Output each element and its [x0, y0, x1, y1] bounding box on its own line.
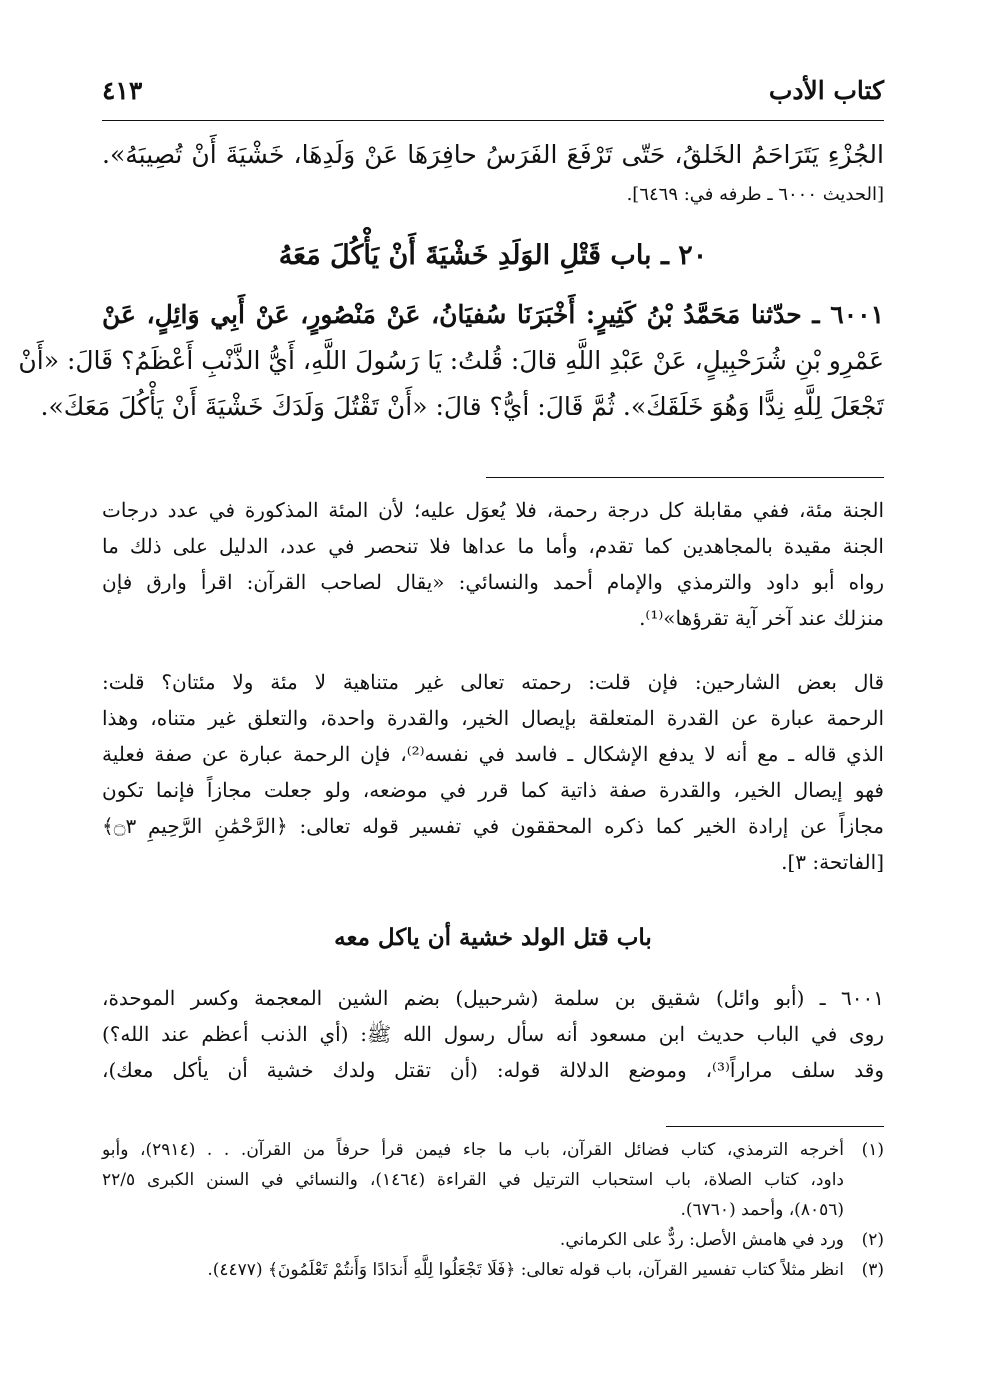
commentary-line: الذي قاله ـ مع أنه لا يدفع الإشكال ـ فاسد في نفسه⁽²⁾، فإن الرحمة عبارة عن صفة فعلية: [102, 742, 884, 766]
separator-line: [486, 477, 884, 478]
footnote-line: داود، كتاب الصلاة، باب استحباب الترتيل في القراءة (١٤٦٤)، والنسائي في السنن الكبرى ٢٢/٥: [102, 1170, 844, 1190]
page-number: ٤١٣: [102, 76, 143, 105]
footnote-line: أخرجه الترمذي، كتاب فضائل القرآن، باب ما جاء فيمن قرأ حرفاً من القرآن. . . (٢٩١٤)، وأبو: [102, 1140, 844, 1160]
commentary-line: الجنة مقيدة بالمجاهدين كما تقدم، وأما ما عداها فلا تنحصر في عدد، الدليل على ذلك ما: [102, 534, 884, 558]
commentary-line: منزلك عند آخر آية تقرؤها»⁽¹⁾.: [639, 606, 884, 630]
commentary-line: ٦٠٠١ ـ (أبو وائل) شقيق بن سلمة (شرحبيل) بضم الشين المعجمة وكسر الموحدة،: [102, 986, 884, 1010]
book-title: كتاب الأدب: [768, 76, 884, 105]
footnote-line: ورد في هامش الأصل: ردٌّ على الكرماني.: [559, 1230, 844, 1250]
commentary-block: [102, 980, 884, 1088]
footnote: [102, 1225, 884, 1255]
matn-continuation: [102, 132, 884, 210]
footnote-separator: [666, 1126, 884, 1127]
footnotes: [102, 1135, 884, 1285]
commentary-line: روى في الباب حديث ابن مسعود أنه سأل رسول الله ﷺ: (أي الذنب أعظم عند الله؟): [102, 1022, 884, 1046]
hadith-line: ٦٠٠١ ـ حدّثنا مَحَمَّدُ بْنُ كَثِيرٍ: أَخْبَرَنَا سُفيَانُ، عَنْ مَنْصُورٍ، عَنْ أَبِي وَائِلٍ، عَنْ: [102, 300, 884, 329]
commentary-line: قال بعض الشارحين: فإن قلت: رحمته تعالى غير متناهية لا مئة ولا مئتان؟ قلت:: [102, 670, 884, 694]
commentary-line: [الفاتحة: ٣].: [781, 850, 884, 874]
matn-line: الجُزْءِ يَتَرَاحَمُ الخَلقُ، حَتّى تَرْفَعَ الفَرَسُ حافِرَهَا عَنْ وَلَدِهَا، خَشْيَةَ أَنْ تُصِيبَهُ».: [102, 140, 884, 169]
commentary-line: الجنة مئة، ففي مقابلة كل درجة رحمة، فلا يُعوَل عليه؛ لأن المئة المذكورة في عدد درجات: [102, 498, 884, 522]
hadith-line: تَجْعَلَ لِلَّهِ نِدًّا وَهُوَ خَلَقَكَ». ثُمَّ قَالَ: أيُّ؟ قالَ: «أَنْ تَقْتُلَ وَلَدَكَ خَشْيَةَ أَنْ يَأْكُلَ مَعَكَ».: [40, 392, 884, 421]
hadith-reference: [الحديث ٦٠٠٠ ـ طرفه في: ٦٤٦٩].: [626, 184, 884, 205]
commentary-line: رواه أبو داود والترمذي والإمام أحمد والنسائي: «يقال لصاحب القرآن: اقرأ وارق فإن: [102, 570, 884, 594]
chapter-title: ٢٠ ـ باب قَتْلِ الوَلَدِ خَشْيَةَ أَنْ يَأْكُلَ مَعَهُ: [278, 240, 708, 271]
commentary-chapter-title: باب قتل الولد خشية أن ياكل معه: [334, 924, 652, 951]
footnote-number: (٢): [861, 1230, 884, 1250]
commentary-line: الرحمة عبارة عن القدرة المتعلقة بإيصال الخير، والقدرة واحدة، والتعلق غير متناه، وهذا: [102, 706, 884, 730]
hadith-line: عَمْرِو بْنِ شُرَحْبِيلٍ، عَنْ عَبْدِ اللَّهِ قالَ: قُلتُ: يَا رَسُولَ اللَّهِ، أَيُّ الذَّنْبِ أَعْظَمُ؟ قَالَ: «أَنْ: [18, 346, 884, 375]
footnote: [102, 1255, 884, 1285]
page-header: [102, 72, 884, 121]
footnote-line: (٨٠٥٦)، وأحمد (٦٧٦٠).: [680, 1200, 844, 1220]
commentary-block: [102, 492, 884, 636]
footnote: [102, 1135, 884, 1225]
commentary-line: فهو إيصال الخير، والقدرة صفة ذاتية كما قرر في موضعه، ولو جعلت مجازاً فإنما تكون: [102, 778, 884, 802]
commentary-line: مجازاً عن إرادة الخير كما ذكره المحققون في تفسير قوله تعالى: ﴿الرَّحْمَٰنِ الرَّحِيمِ ۝٣﴾: [102, 814, 884, 838]
footnote-number: (٣): [861, 1260, 884, 1280]
footnote-line: انظر مثلاً كتاب تفسير القرآن، باب قوله تعالى: ﴿فَلَا تَجْعَلُوا لِلَّهِ أَندَادًا وَأَنتُمْ تَعْلَمُونَ﴾ (٤٤٧٧).: [207, 1260, 844, 1280]
commentary-line: وقد سلف مراراً⁽³⁾، وموضع الدلالة قوله: (أن تقتل ولدك خشية أن يأكل معك)،: [102, 1058, 884, 1082]
commentary-block: [102, 664, 884, 880]
footnote-number: (١): [861, 1140, 884, 1160]
hadith-text: [18, 292, 884, 430]
